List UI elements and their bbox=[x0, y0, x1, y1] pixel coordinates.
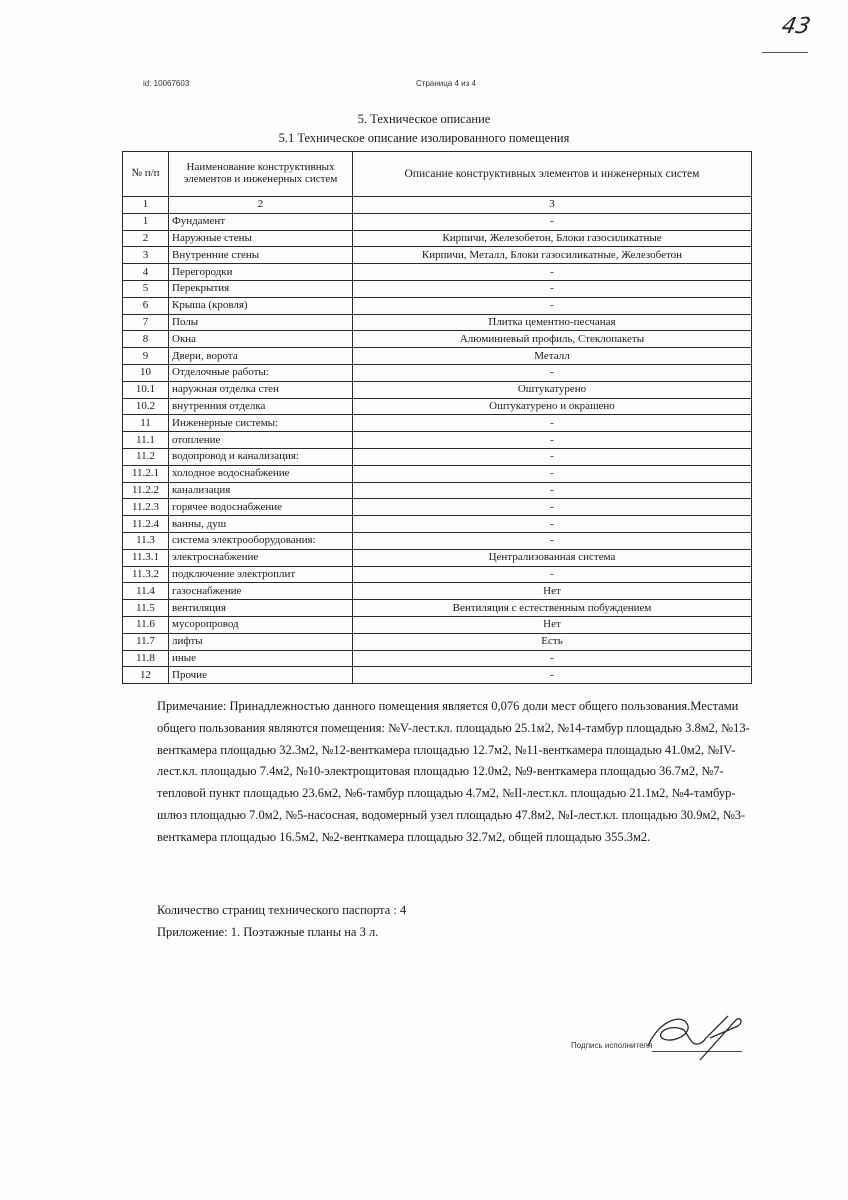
table-row bbox=[123, 247, 752, 264]
row-number: 7 bbox=[123, 314, 169, 331]
row-number: 5 bbox=[123, 280, 169, 297]
row-number: 11.2.4 bbox=[123, 516, 169, 533]
row-number: 6 bbox=[123, 297, 169, 314]
table-row bbox=[123, 364, 752, 381]
row-element-name: Внутренние стены bbox=[169, 247, 353, 264]
row-description: Нет bbox=[353, 616, 752, 633]
signature-icon bbox=[640, 1008, 750, 1063]
row-description: - bbox=[353, 280, 752, 297]
row-element-name: Инженерные системы: bbox=[169, 415, 353, 432]
table-header-row bbox=[123, 152, 752, 197]
row-description: Нет bbox=[353, 583, 752, 600]
row-number: 10.2 bbox=[123, 398, 169, 415]
header-num: № п/п bbox=[123, 152, 169, 197]
table-row bbox=[123, 314, 752, 331]
table-row bbox=[123, 398, 752, 415]
row-element-name: Наружные стены bbox=[169, 230, 353, 247]
row-element-name: Крыша (кровля) bbox=[169, 297, 353, 314]
note-paragraph: Примечание: Принадлежностью данного помещения является 0,076 доли мест общего пользования.Местами общего пользования являются помещения: №V-лест.кл. площадью 25.1м2, №14-тамбур площадью 3.8м2, №13-венткамера площадью 32.3м2, №12-венткамера площадью 12.7м2, №11-венткамера площадью 41.0м2, №IV-лест.кл. площадью 7.4м2, №10-электрощитовая площадью 12.0м2, №9-венткамера площадью 36.7м2, №7-тепловой пункт площадью 23.6м2, №6-тамбур площадью 4.7м2, №II-лест.кл. площадью 21.1м2, №4-тамбур-шлюз площадью 7.0м2, №5-насосная, водомерный узел площадью 47.8м2, №I-лест.кл. площадью 30.9м2, №3-венткамера площадью 16.5м2, №2-венткамера площадью 32.7м2, общей площадью 355.3м2. bbox=[157, 699, 750, 844]
row-description: - bbox=[353, 364, 752, 381]
table-row bbox=[123, 583, 752, 600]
row-description: Металл bbox=[353, 348, 752, 365]
table-row bbox=[123, 566, 752, 583]
section-subtitle: 5.1 Техническое описание изолированного помещения bbox=[278, 131, 570, 145]
row-number: 11.2.2 bbox=[123, 482, 169, 499]
row-element-name: внутренния отделка bbox=[169, 398, 353, 415]
handwritten-page-mark: 43 bbox=[779, 14, 813, 39]
row-description: Есть bbox=[353, 633, 752, 650]
row-element-name: Фундамент bbox=[169, 213, 353, 230]
row-element-name: горячее водоснабжение bbox=[169, 499, 353, 516]
table-row bbox=[123, 297, 752, 314]
table-row bbox=[123, 616, 752, 633]
row-number: 11.5 bbox=[123, 600, 169, 617]
row-element-name: иные bbox=[169, 650, 353, 667]
index-cell: 1 bbox=[123, 197, 169, 214]
row-element-name: холодное водоснабжение bbox=[169, 465, 353, 482]
row-description: - bbox=[353, 667, 752, 684]
row-element-name: Прочие bbox=[169, 667, 353, 684]
row-number: 11.6 bbox=[123, 616, 169, 633]
row-element-name: Полы bbox=[169, 314, 353, 331]
row-element-name: подключение электроплит bbox=[169, 566, 353, 583]
row-element-name: канализация bbox=[169, 482, 353, 499]
row-element-name: наружная отделка стен bbox=[169, 381, 353, 398]
index-cell: 2 bbox=[169, 197, 353, 214]
row-description: - bbox=[353, 499, 752, 516]
row-number: 4 bbox=[123, 264, 169, 281]
table-row bbox=[123, 516, 752, 533]
row-description: Оштукатурено bbox=[353, 381, 752, 398]
row-element-name: электроснабжение bbox=[169, 549, 353, 566]
row-number: 11 bbox=[123, 415, 169, 432]
row-number: 11.3.1 bbox=[123, 549, 169, 566]
row-number: 3 bbox=[123, 247, 169, 264]
section-title: 5. Техническое описание bbox=[357, 112, 491, 126]
row-number: 8 bbox=[123, 331, 169, 348]
row-description: - bbox=[353, 297, 752, 314]
appendix-line: Приложение: 1. Поэтажные планы на 3 л. bbox=[157, 925, 379, 939]
row-number: 11.2 bbox=[123, 448, 169, 465]
table-row bbox=[123, 230, 752, 247]
row-element-name: Окна bbox=[169, 331, 353, 348]
row-description: Кирпичи, Железобетон, Блоки газосиликатные bbox=[353, 230, 752, 247]
row-number: 11.8 bbox=[123, 650, 169, 667]
table-row bbox=[123, 331, 752, 348]
row-description: - bbox=[353, 448, 752, 465]
table-row bbox=[123, 348, 752, 365]
row-description: - bbox=[353, 482, 752, 499]
row-description: - bbox=[353, 516, 752, 533]
row-number: 9 bbox=[123, 348, 169, 365]
row-description: - bbox=[353, 650, 752, 667]
row-number: 12 bbox=[123, 667, 169, 684]
row-number: 11.3 bbox=[123, 532, 169, 549]
page-number: Страница 4 из 4 bbox=[416, 79, 476, 88]
row-description: Централизованная система bbox=[353, 549, 752, 566]
row-element-name: ванны, душ bbox=[169, 516, 353, 533]
row-description: - bbox=[353, 264, 752, 281]
row-element-name: отопление bbox=[169, 432, 353, 449]
technical-description-table bbox=[122, 151, 752, 684]
row-number: 11.2.3 bbox=[123, 499, 169, 516]
row-number: 1 bbox=[123, 213, 169, 230]
table-row bbox=[123, 532, 752, 549]
row-description: Плитка цементно-песчаная bbox=[353, 314, 752, 331]
table-row bbox=[123, 280, 752, 297]
row-element-name: Перекрытия bbox=[169, 280, 353, 297]
table-row bbox=[123, 448, 752, 465]
row-description: - bbox=[353, 465, 752, 482]
table-row bbox=[123, 213, 752, 230]
row-element-name: Отделочные работы: bbox=[169, 364, 353, 381]
row-description: - bbox=[353, 432, 752, 449]
row-description: Оштукатурено и окрашено bbox=[353, 398, 752, 415]
table-row bbox=[123, 381, 752, 398]
column-index-row bbox=[123, 197, 752, 214]
row-element-name: Двери, ворота bbox=[169, 348, 353, 365]
row-number: 2 bbox=[123, 230, 169, 247]
row-number: 11.4 bbox=[123, 583, 169, 600]
row-number: 11.3.2 bbox=[123, 566, 169, 583]
row-element-name: система электрооборудования: bbox=[169, 532, 353, 549]
signature-label: Подпись исполнителя bbox=[571, 1041, 653, 1050]
table-row bbox=[123, 415, 752, 432]
handwritten-dash-mark bbox=[762, 44, 808, 53]
row-description: - bbox=[353, 415, 752, 432]
index-cell: 3 bbox=[353, 197, 752, 214]
table-row bbox=[123, 465, 752, 482]
pages-count: Количество страниц технического паспорта : 4 bbox=[157, 903, 407, 917]
table-row bbox=[123, 432, 752, 449]
table-row bbox=[123, 499, 752, 516]
row-element-name: Перегородки bbox=[169, 264, 353, 281]
row-element-name: мусоропровод bbox=[169, 616, 353, 633]
row-number: 11.2.1 bbox=[123, 465, 169, 482]
row-description: - bbox=[353, 213, 752, 230]
header-name: Наименование конструктивных элементов и инженерных систем bbox=[169, 152, 353, 197]
table-row bbox=[123, 549, 752, 566]
header-desc: Описание конструктивных элементов и инженерных систем bbox=[353, 152, 752, 197]
row-description: Вентиляция с естественным побуждением bbox=[353, 600, 752, 617]
row-description: Кирпичи, Металл, Блоки газосиликатные, Железобетон bbox=[353, 247, 752, 264]
row-number: 10.1 bbox=[123, 381, 169, 398]
table-row bbox=[123, 600, 752, 617]
row-element-name: лифты bbox=[169, 633, 353, 650]
table-row bbox=[123, 667, 752, 684]
table-row bbox=[123, 482, 752, 499]
row-element-name: газоснабжение bbox=[169, 583, 353, 600]
row-number: 10 bbox=[123, 364, 169, 381]
document-id: id: 10067603 bbox=[143, 79, 190, 88]
row-description: - bbox=[353, 532, 752, 549]
table-row bbox=[123, 650, 752, 667]
row-element-name: вентиляция bbox=[169, 600, 353, 617]
row-number: 11.7 bbox=[123, 633, 169, 650]
row-description: - bbox=[353, 566, 752, 583]
table-row bbox=[123, 633, 752, 650]
row-element-name: водопровод и канализация: bbox=[169, 448, 353, 465]
row-number: 11.1 bbox=[123, 432, 169, 449]
row-description: Алюминиевый профиль, Стеклопакеты bbox=[353, 331, 752, 348]
table-row bbox=[123, 264, 752, 281]
